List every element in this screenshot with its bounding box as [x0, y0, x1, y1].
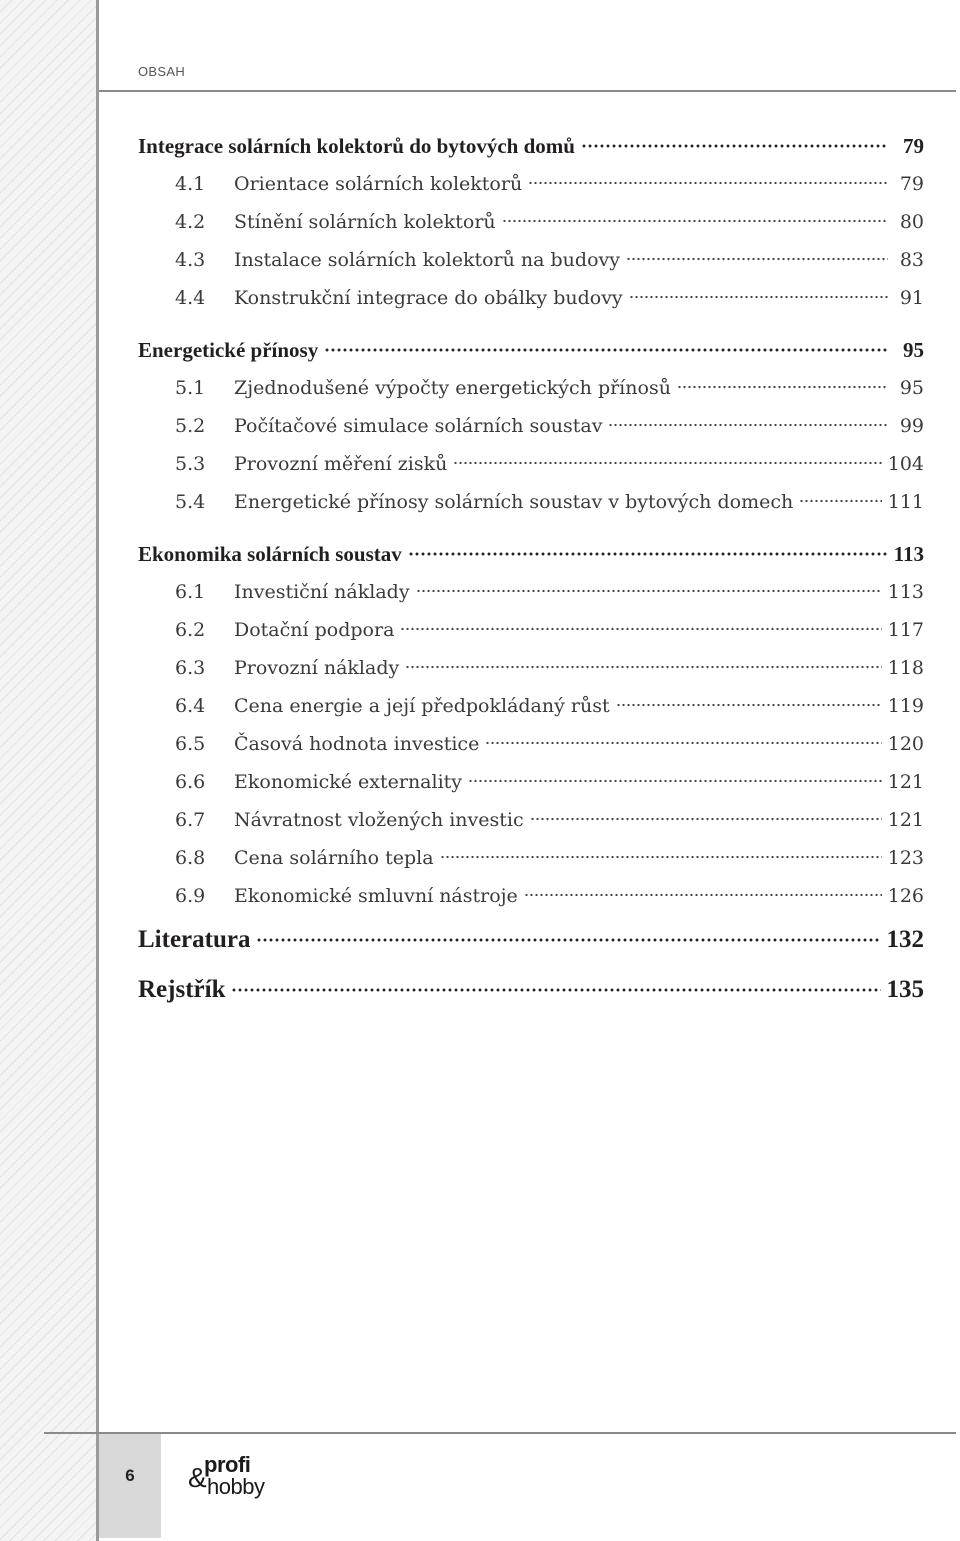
toc-entry-title: Stínění solárních kolektorů	[234, 211, 496, 233]
toc-entry-title: Dotační podpora	[234, 619, 395, 641]
toc-entry-title: Provozní měření zisků	[234, 453, 448, 475]
toc-section-number: 5.4	[175, 491, 206, 513]
toc-entry-title: Provozní náklady	[234, 657, 400, 679]
toc-page-number: 123	[887, 847, 924, 869]
toc-page-number: 113	[893, 542, 924, 566]
toc-dot-leader	[677, 385, 888, 389]
table-of-contents	[138, 127, 924, 1015]
toc-page-number: 83	[899, 249, 924, 271]
toc-entry-title: Konstrukční integrace do obálky budovy	[234, 287, 623, 309]
toc-entry-title: Energetické přínosy solárních soustav v bytových domech	[234, 491, 794, 513]
toc-dot-leader	[416, 589, 882, 593]
toc-dot-leader	[405, 665, 882, 669]
toc-entry-title: Investiční náklady	[234, 581, 410, 603]
toc-section-row	[138, 241, 924, 279]
toc-dot-leader	[231, 988, 880, 992]
toc-entry-title: Energetické přínosy	[138, 338, 319, 362]
toc-section-number: 6.5	[175, 733, 206, 755]
toc-section-row	[138, 279, 924, 317]
toc-entry-title: Orientace solárních kolektorů	[234, 173, 523, 195]
toc-section-row	[138, 203, 924, 241]
toc-dot-leader	[530, 817, 882, 821]
toc-section-number: 6.6	[175, 771, 206, 793]
toc-section-number: 4.4	[175, 287, 206, 309]
toc-entry-title: Rejstřík	[138, 976, 226, 1003]
toc-section-row	[138, 839, 924, 877]
toc-section-number: 6.7	[175, 809, 206, 831]
toc-section-number: 6.9	[175, 885, 206, 907]
running-header: OBSAH	[138, 64, 186, 79]
toc-dot-leader	[502, 219, 888, 223]
toc-entry-title: Instalace solárních kolektorů na budovy	[234, 249, 620, 271]
toc-page-number: 111	[887, 491, 924, 513]
toc-chapter-row	[138, 915, 924, 965]
toc-page-number: 91	[899, 287, 924, 309]
toc-section-number: 6.2	[175, 619, 206, 641]
toc-page-number: 99	[899, 415, 924, 437]
toc-section-number: 4.3	[175, 249, 206, 271]
toc-page-number: 120	[887, 733, 924, 755]
toc-page-number: 121	[887, 771, 924, 793]
toc-entry-title: Cena solárního tepla	[234, 847, 434, 869]
toc-dot-leader	[528, 181, 888, 185]
margin-rule	[96, 0, 99, 1541]
toc-section-number: 5.1	[175, 377, 206, 399]
toc-page-number: 104	[887, 453, 924, 475]
toc-entry-title: Časová hodnota investice	[234, 733, 480, 755]
toc-entry-title: Literatura	[138, 926, 251, 953]
toc-dot-leader	[468, 779, 882, 783]
toc-section-row	[138, 369, 924, 407]
toc-section-number: 5.3	[175, 453, 206, 475]
page-number-box	[99, 1434, 161, 1538]
logo-profi: profi	[204, 1452, 251, 1477]
toc-dot-leader	[608, 423, 888, 427]
toc-page-number: 126	[887, 885, 924, 907]
toc-section-row	[138, 649, 924, 687]
toc-page-number: 118	[887, 657, 924, 679]
toc-entry-title: Počítačové simulace solárních soustav	[234, 415, 603, 437]
toc-dot-leader	[324, 348, 888, 352]
toc-section-row	[138, 801, 924, 839]
toc-dot-leader	[440, 855, 882, 859]
toc-section-number: 5.2	[175, 415, 206, 437]
toc-section-number: 6.8	[175, 847, 206, 869]
toc-page-number: 79	[899, 173, 924, 195]
toc-chapter-row	[138, 127, 924, 165]
toc-section-number: 6.1	[175, 581, 206, 603]
toc-section-number: 6.3	[175, 657, 206, 679]
toc-section-row	[138, 573, 924, 611]
toc-dot-leader	[453, 461, 881, 465]
toc-entry-title: Ekonomické smluvní nástroje	[234, 885, 518, 907]
toc-section-row	[138, 763, 924, 801]
profi-hobby-logo	[188, 1452, 278, 1504]
toc-section-row	[138, 687, 924, 725]
toc-section-number: 4.2	[175, 211, 206, 233]
toc-page-number: 121	[887, 809, 924, 831]
toc-entry-title: Integrace solárních kolektorů do bytových domů	[138, 134, 575, 158]
margin-hatch	[0, 0, 96, 1541]
toc-dot-leader	[581, 144, 888, 148]
toc-chapter-row	[138, 331, 924, 369]
toc-page-number: 117	[887, 619, 924, 641]
toc-dot-leader	[256, 938, 880, 942]
toc-page-number: 79	[903, 134, 924, 158]
toc-section-row	[138, 725, 924, 763]
toc-dot-leader	[524, 893, 882, 897]
toc-dot-leader	[626, 257, 888, 261]
toc-section-row	[138, 611, 924, 649]
toc-page-number: 113	[887, 581, 924, 603]
toc-entry-title: Ekonomické externality	[234, 771, 463, 793]
toc-page-number: 80	[899, 211, 924, 233]
logo-hobby: hobby	[207, 1474, 265, 1499]
toc-entry-title: Zjednodušené výpočty energetických přínosů	[234, 377, 671, 399]
toc-section-number: 4.1	[175, 173, 206, 195]
toc-page-number: 132	[886, 926, 924, 953]
toc-page-number: 95	[903, 338, 924, 362]
toc-section-row	[138, 407, 924, 445]
toc-page-number: 119	[887, 695, 924, 717]
toc-dot-leader	[799, 499, 882, 503]
toc-page-number: 135	[886, 976, 924, 1003]
toc-dot-leader	[485, 741, 881, 745]
toc-chapter-row	[138, 535, 924, 573]
toc-section-row	[138, 483, 924, 521]
toc-section-number: 6.4	[175, 695, 206, 717]
footer-rule	[44, 1432, 956, 1434]
toc-entry-title: Ekonomika solárních soustav	[138, 542, 402, 566]
toc-dot-leader	[629, 295, 888, 299]
toc-section-row	[138, 877, 924, 915]
header-rule	[99, 90, 956, 92]
toc-section-row	[138, 445, 924, 483]
page-number: 6	[125, 1466, 135, 1485]
toc-page-number: 95	[899, 377, 924, 399]
toc-dot-leader	[400, 627, 881, 631]
toc-section-row	[138, 165, 924, 203]
toc-dot-leader	[408, 552, 888, 556]
toc-dot-leader	[616, 703, 882, 707]
logo-ampersand: &	[188, 1462, 207, 1493]
toc-chapter-row	[138, 965, 924, 1015]
toc-entry-title: Návratnost vložených investic	[234, 809, 524, 831]
toc-entry-title: Cena energie a její předpokládaný růst	[234, 695, 610, 717]
